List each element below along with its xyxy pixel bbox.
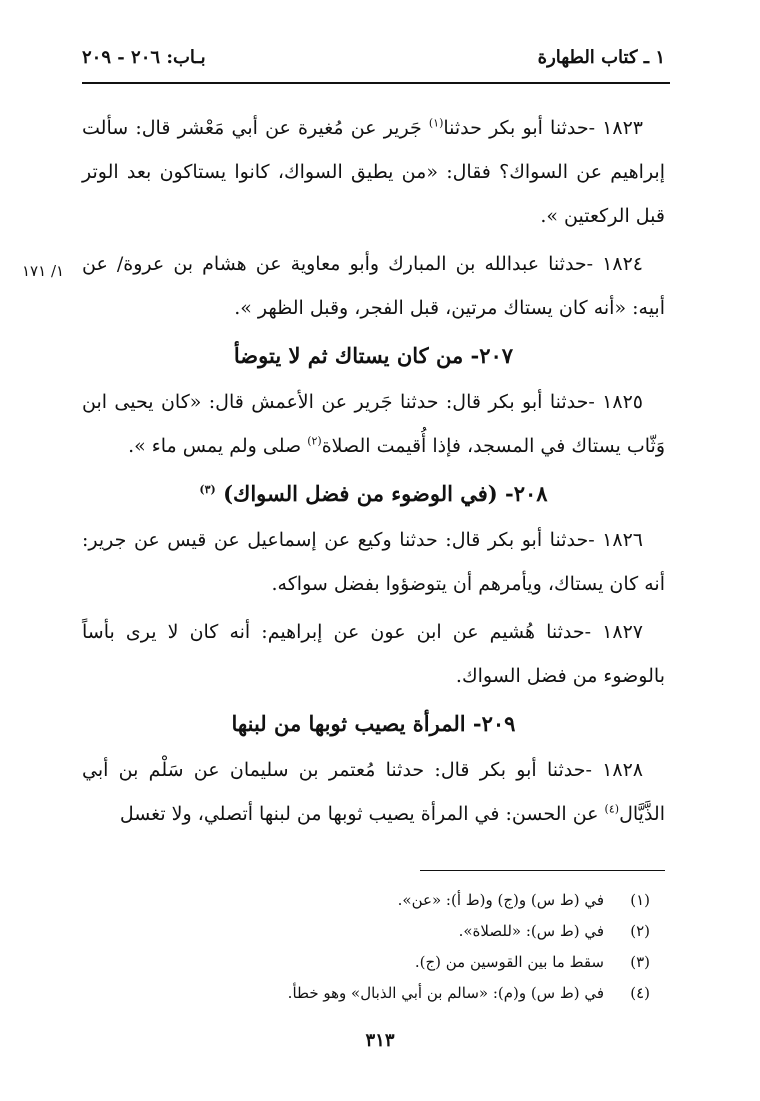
footnote-separator — [420, 870, 665, 871]
footnote-ref-3: (٣) — [199, 483, 216, 496]
footnote-ref-2: (٢) — [307, 434, 322, 448]
header-book-title: ١ ـ كتاب الطهارة — [537, 46, 665, 68]
hadith-1823-text-b: جَرير عن مُغيرة عن أبي مَعْشر قال: سألت إبراهيم عن السواك؟ فقال: «من يطيق السواك، كانوا يستاكون بعد الوتر قبل الركعتين ». — [82, 117, 665, 227]
footnote-number: (٤) — [630, 984, 650, 1002]
hadith-1828-text-b: عن الحسن: في المرأة يصيب ثوبها من لبنها أتصلي، ولا تغسل — [119, 803, 605, 825]
hadith-1826: ١٨٢٦ -حدثنا أبو بكر قال: حدثنا وكيع عن إسماعيل عن قيس عن جرير: أنه كان يستاك، ويأمرهم أن يتوضؤوا بفضل سواكه. — [82, 529, 665, 595]
hadith-1824: ١٨٢٤ -حدثنا عبدالله بن المبارك وأبو معاوية عن هشام بن عروة/ عن أبيه: «أنه كان يستاك مرتين، قبل الفجر، وقبل الظهر ». — [82, 253, 665, 319]
header-rule — [82, 82, 670, 84]
hadith-1825 — [82, 380, 665, 468]
footnote-item — [200, 947, 650, 978]
footnote-item — [200, 978, 650, 1009]
header-chapter-range: بـاب: ٢٠٦ - ٢٠٩ — [82, 46, 206, 68]
hadith-1823 — [82, 106, 665, 238]
page-number: ٣١٣ — [365, 1030, 395, 1051]
chapter-heading-208 — [82, 472, 665, 516]
footnotes — [200, 885, 650, 1009]
footnote-text: في (ط س) و(م): «سالم بن أبي الذبال» وهو خطأ. — [287, 984, 604, 1002]
hadith-1828-text-a: ١٨٢٨ -حدثنا أبو بكر قال: حدثنا مُعتمر بن سليمان عن سَلْم بن أبي الذَّيَّال — [82, 759, 665, 825]
chapter-heading-208-text: ٢٠٨- (في الوضوء من فضل السواك) — [223, 481, 548, 506]
footnote-text: في (ط س): «للصلاة». — [458, 922, 604, 940]
running-header — [82, 42, 665, 72]
hadith-1828 — [82, 748, 665, 836]
main-text — [82, 106, 665, 840]
chapter-heading-209: ٢٠٩- المرأة يصيب ثوبها من لبنها — [231, 711, 516, 736]
footnote-item — [200, 916, 650, 947]
footnote-ref-1: (١) — [428, 116, 444, 130]
footnote-text: سقط ما بين القوسين من (ج). — [414, 953, 604, 971]
footnote-number: (٣) — [630, 953, 650, 971]
chapter-heading-207: ٢٠٧- من كان يستاك ثم لا يتوضأ — [233, 343, 514, 368]
hadith-1825-text-b: صلى ولم يمس ماء ». — [128, 435, 308, 457]
hadith-1823-text-a: ١٨٢٣ -حدثنا أبو بكر حدثنا — [443, 117, 643, 139]
hadith-1825-text-a: ١٨٢٥ -حدثنا أبو بكر قال: حدثنا جَرير عن الأعمش قال: «كان يحيى ابن وَثّاب يستاك في المسجد، فإذا أُقيمت الصلاة — [82, 391, 665, 457]
footnote-item — [200, 885, 650, 916]
footnote-ref-4: (٤) — [604, 802, 620, 816]
footnote-number: (١) — [630, 891, 650, 909]
footnote-number: (٢) — [630, 922, 650, 940]
hadith-1827: ١٨٢٧ -حدثنا هُشيم عن ابن عون عن إبراهيم: أنه كان لا يرى بأساً بالوضوء من فضل السواك. — [82, 621, 665, 687]
margin-reference: ١/ ١٧١ — [22, 262, 65, 280]
footnote-text: في (ط س) و(ج) و(ط أ): «عن». — [397, 891, 604, 909]
